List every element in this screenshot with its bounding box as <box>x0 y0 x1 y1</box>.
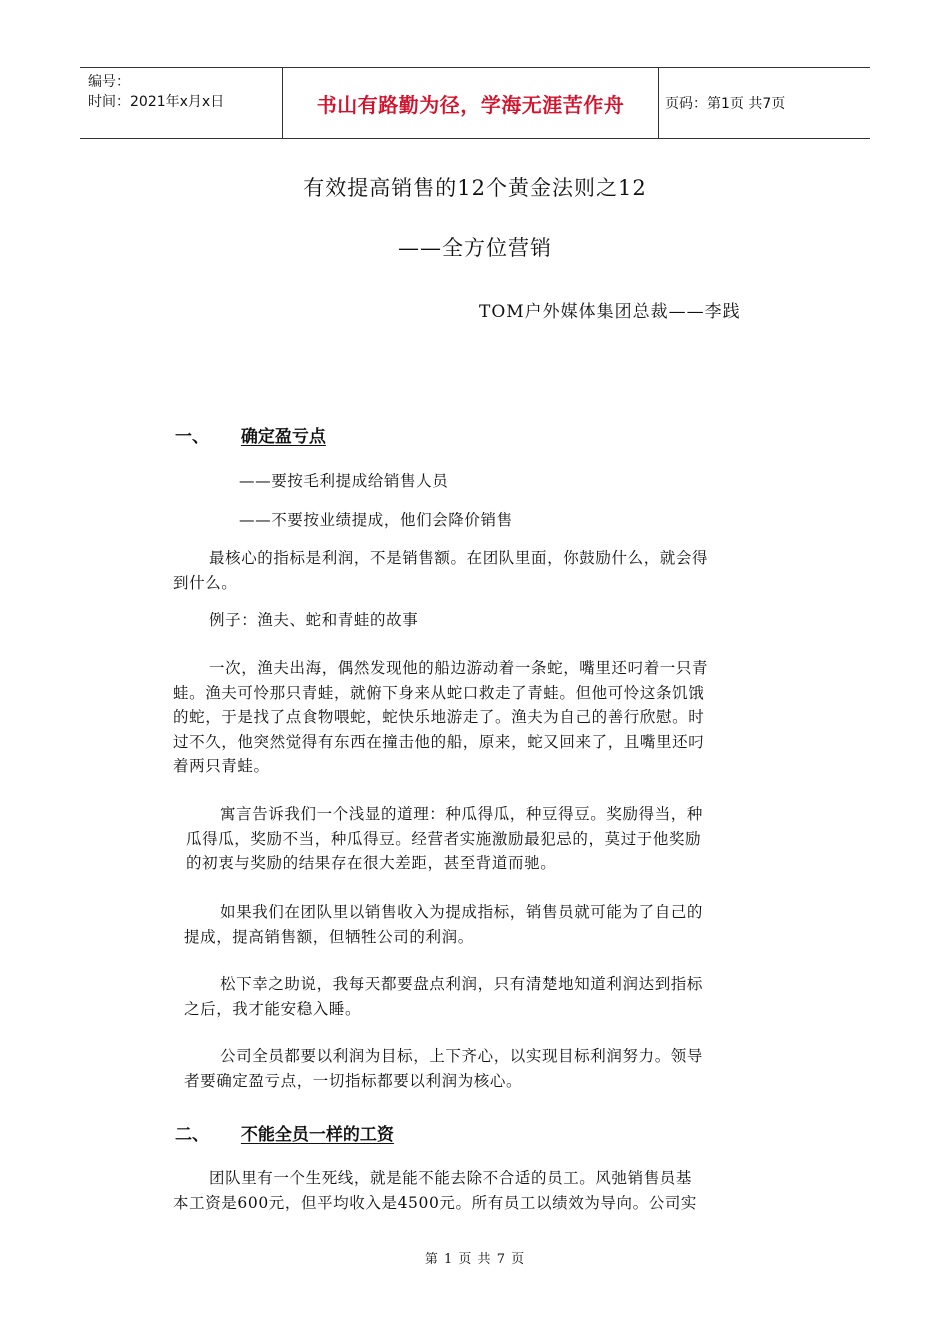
section-2-heading <box>175 1120 394 1145</box>
paragraph-line: 之后，我才能安稳入睡。 <box>184 999 362 1018</box>
section-1-paragraph-4 <box>184 900 703 949</box>
paragraph-line: 的蛇，于是找了点食物喂蛇，蛇快乐地游走了。渔夫为自己的善行欣慰。时 <box>173 708 705 726</box>
document-author: TOM户外媒体集团总裁——李践 <box>479 302 741 322</box>
section-1-number: 一、 <box>175 427 209 447</box>
paragraph-line: 最核心的指标是利润，不是销售额。在团队里面，你鼓励什么，就会得 <box>209 549 709 567</box>
section-1-paragraph-6 <box>184 1044 703 1093</box>
paragraph-line: 的初衷与奖励的结果存在很大差距，甚至背道而驰。 <box>186 854 557 872</box>
section-1-heading <box>175 422 326 447</box>
section-1-paragraph-2 <box>173 656 708 779</box>
paragraph-line: 者要确定盈亏点，一切指标都要以利润为核心。 <box>184 1071 523 1090</box>
paragraph-line: 提成，提高销售额，但牺牲公司的利润。 <box>184 927 474 946</box>
paragraph-line: 本工资是600元，但平均收入是4500元。所有员工以绩效为导向。公司实 <box>173 1193 698 1212</box>
section-1-paragraph-5 <box>184 972 703 1021</box>
document-title: 有效提高销售的12个黄金法则之12 <box>303 176 647 200</box>
section-2-title: 不能全员一样的工资 <box>240 1125 394 1145</box>
paragraph-line: 瓜得瓜，奖励不当，种瓜得豆。经营者实施激励最犯忌的，莫过于他奖励 <box>186 829 702 848</box>
paragraph-line: 蛙。渔夫可怜那只青蛙，就俯下身来从蛇口救走了青蛙。但他可怜这条饥饿 <box>173 683 705 702</box>
paragraph-line: 公司全员都要以利润为目标，上下齐心，以实现目标利润努力。领导 <box>220 1047 704 1065</box>
paragraph-line: 一次，渔夫出海，偶然发现他的船边游动着一条蛇，嘴里还叼着一只青 <box>209 659 709 677</box>
paragraph-line: 团队里有一个生死线，就是能不能去除不合适的员工。风弛销售员基 <box>209 1169 693 1187</box>
section-2-number: 二、 <box>175 1125 209 1145</box>
paragraph-line: 着两只青蛙。 <box>173 757 270 775</box>
section-1-bullet-1: ——要按毛利提成给销售人员 <box>239 472 449 490</box>
header-motto: 书山有路勤为径，学海无涯苦作舟 <box>282 68 659 138</box>
page-footer: 第 1 页 共 7 页 <box>424 1252 526 1267</box>
section-2-paragraph-1 <box>173 1166 697 1215</box>
document-subtitle: ——全方位营销 <box>398 236 552 260</box>
paragraph-line: 过不久，他突然觉得有东西在撞击他的船，原来，蛇又回来了，且嘴里还叼 <box>173 732 705 751</box>
header-meta <box>80 68 282 138</box>
section-1-example: 例子：渔夫、蛇和青蛙的故事 <box>209 611 419 629</box>
section-1-paragraph-1 <box>173 546 708 595</box>
page-header <box>80 67 870 139</box>
header-page-number: 页码：第1页 共7页 <box>665 96 786 112</box>
section-1-paragraph-3 <box>186 802 703 876</box>
paragraph-line: 寓言告诉我们一个浅显的道理：种瓜得瓜，种豆得豆。奖励得当，种 <box>220 805 704 823</box>
section-1-title: 确定盈亏点 <box>240 427 326 447</box>
paragraph-line: 松下幸之助说，我每天都要盘点利润，只有清楚地知道利润达到指标 <box>220 975 704 993</box>
paragraph-line: 如果我们在团队里以销售收入为提成指标，销售员就可能为了自己的 <box>220 903 704 921</box>
section-1-bullet-2: ——不要按业绩提成，他们会降价销售 <box>239 511 513 529</box>
header-date: 时间：2021年x月x日 <box>88 94 225 110</box>
paragraph-line: 到什么。 <box>173 573 238 592</box>
header-number: 编号： <box>88 74 130 90</box>
